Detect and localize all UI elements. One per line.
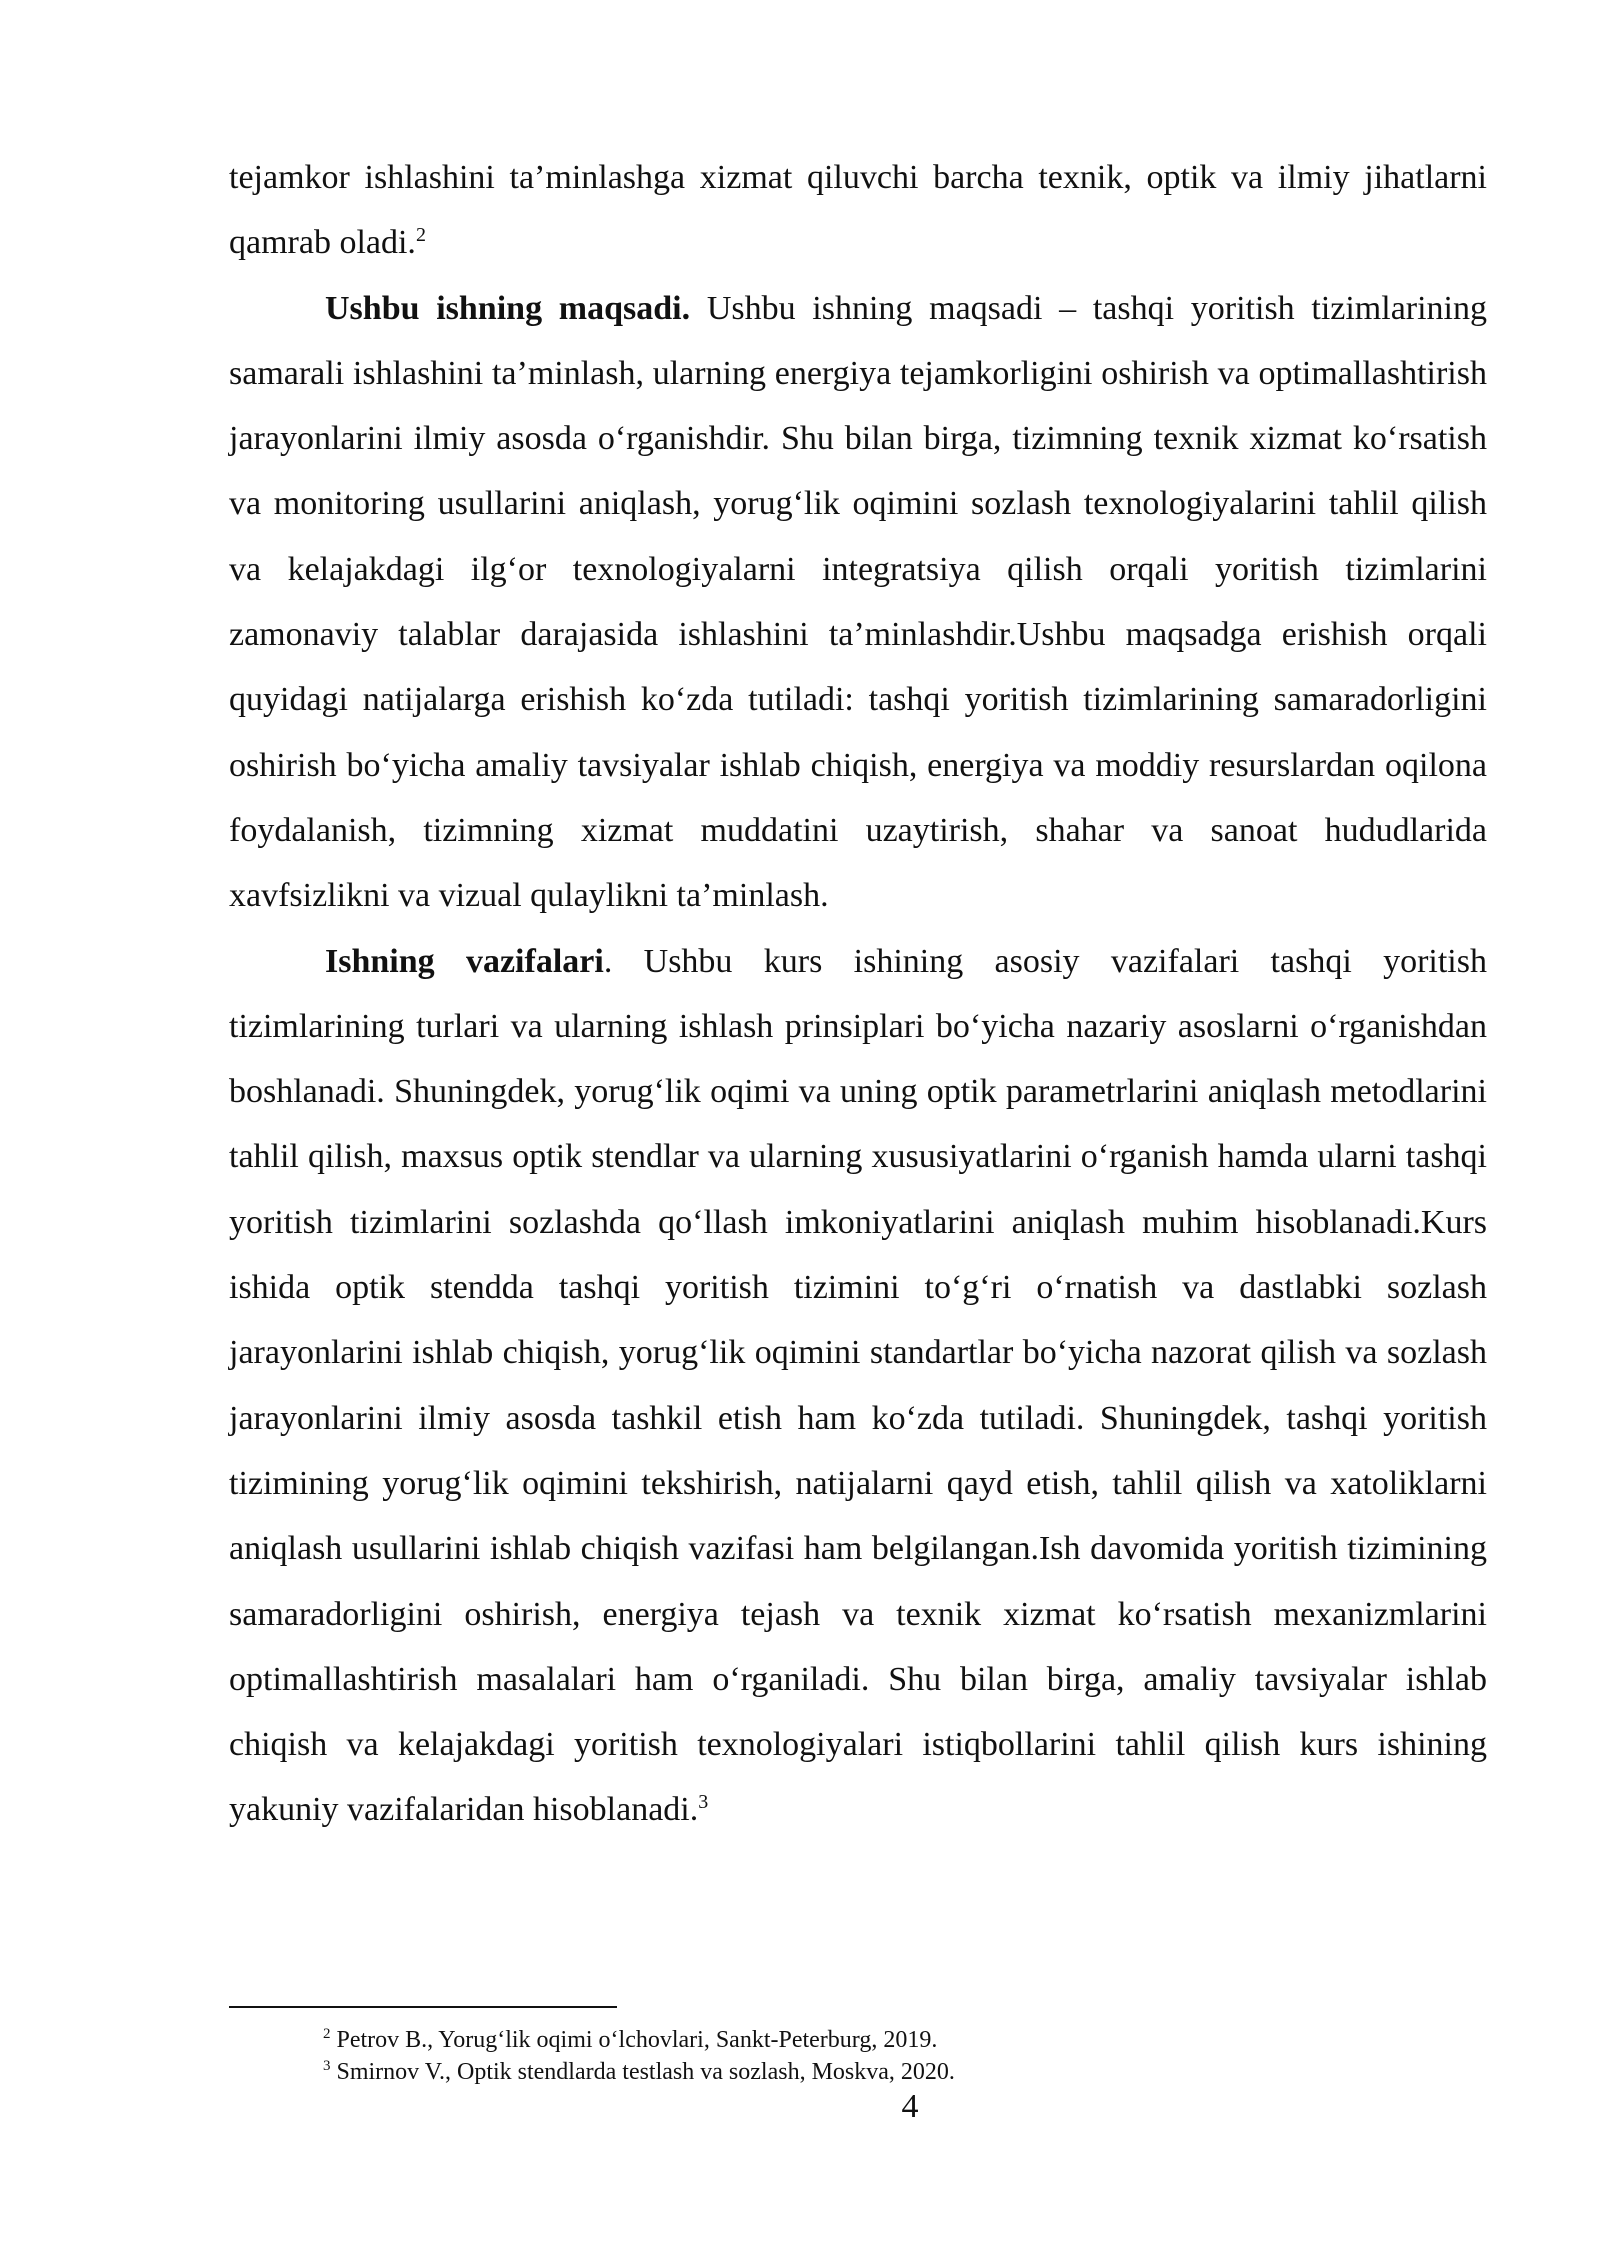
paragraph-objective [229,276,1487,929]
footnote [323,2024,1423,2056]
paragraph-continuation [229,145,1487,276]
footnote-reference[interactable]: 3 [698,1791,709,1814]
paragraph-text: Ushbu ishning maqsadi – tashqi yoritish tizimlarining samarali ishlashini ta’minlash, ularning energiya tejamkorligini oshirish va optimallashtirish jarayonlarini ilmiy asosda oʻrganishdir. Shu bilan birga, tizimning texnik xizmat koʻrsatish va monitoring usullarini aniqlash, yorugʻlik oqimini sozlash texnologiyalarini tahlil qilish va kelajakdagi ilgʻor texnologiyalarni integratsiya qilish orqali yoritish tizimlarini zamonaviy talablar darajasida ishlashini ta’minlashdir.Ushbu maqsadga erishish orqali quyidagi natijalarga erishish koʻzda tutiladi: tashqi yoritish tizimlarining samaradorligini oshirish boʻyicha amaliy tavsiyalar ishlab chiqish, energiya va moddiy resurslardan oqilona foydalanish, tizimning xizmat muddatini uzaytirish, shahar va sanoat hududlarida xavfsizlikni va vizual qulaylikni ta’minlash. [229,289,1488,915]
paragraph-text: tejamkor ishlashini ta’minlashga xizmat qiluvchi barcha texnik, optik va ilmiy jihatlarni qamrab oladi. [229,159,1487,262]
footnote-text: Petrov B., Yorugʻlik oqimi oʻlchovlari, Sankt-Peterburg, 2019. [336,2027,938,2053]
footnote-text: Smirnov V., Optik stendlarda testlash va sozlash, Moskva, 2020. [336,2059,955,2085]
footnote-separator [229,2006,617,2008]
footnotes [323,2024,1423,2088]
footnote [323,2056,1423,2088]
paragraph-text: . Ushbu kurs ishining asosiy vazifalari tashqi yoritish tizimlarining turlari va ularning ishlash prinsiplari boʻyicha nazariy asoslarni oʻrganishdan boshlanadi. Shuningdek, yorugʻlik oqimi va uning optik parametrlarini aniqlash metodlarini tahlil qilish, maxsus optik stendlar va ularning xususiyatlarini oʻrganish hamda ularni tashqi yoritish tizimlarini sozlashda qoʻllash imkoniyatlarini aniqlash muhim hisoblanadi.Kurs ishida optik stendda tashqi yoritish tizimini toʻgʻri oʻrnatish va dastlabki sozlash jarayonlarini ishlab chiqish, yorugʻlik oqimini standartlar boʻyicha nazorat qilish va sozlash jarayonlarini ilmiy asosda tashkil etish ham koʻzda tutiladi. Shuningdek, tashqi yoritish tizimining yorugʻlik oqimini tekshirish, natijalarni qayd etish, tahlil qilish va xatoliklarni aniqlash usullarini ishlab chiqish vazifasi ham belgilangan.Ish davomida yoritish tizimining samaradorligini oshirish, energiya tejash va texnik xizmat koʻrsatish mexanizmlarini optimallashtirish masalalari ham oʻrganiladi. Shu bilan birga, amaliy tavsiyalar ishlab chiqish va kelajakdagi yoritish texnologiyalari istiqbollarini tahlil qilish kurs ishining yakuniy vazifalaridan hisoblanadi. [229,942,1487,1829]
section-heading-objective: Ushbu ishning maqsadi. [325,289,691,327]
section-heading-tasks: Ishning vazifalari [325,942,604,980]
paragraph-tasks [229,929,1487,1843]
footnote-number: 2 [323,2026,331,2042]
footnote-number: 3 [323,2058,331,2074]
document-body [229,145,1487,1843]
page-number: 4 [901,2088,919,2125]
footnote-reference[interactable]: 2 [415,224,426,247]
